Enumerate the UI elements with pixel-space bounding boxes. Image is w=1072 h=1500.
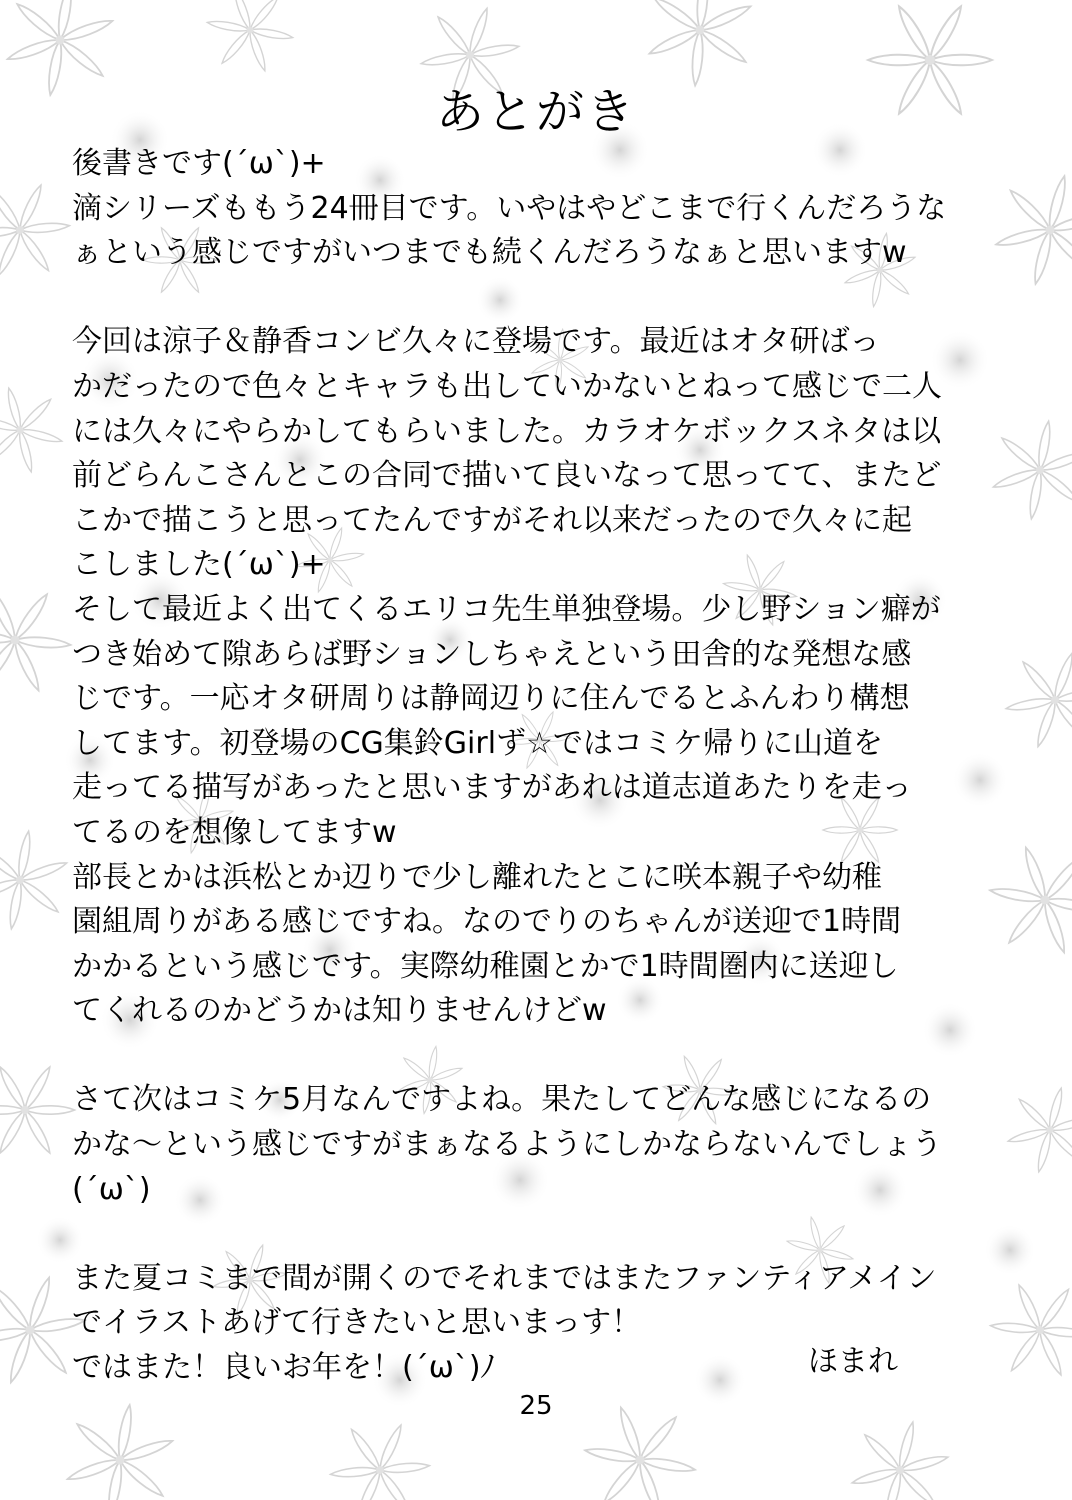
body-line: ぁという感じですがいつまでも続くんだろうなぁと思いますw [72,235,907,271]
body-line: してます。初登場のCG集鈴Girlず☆ではコミケ帰りに山道を [72,725,883,761]
page-title: あとがき [435,84,636,140]
body-line: 前どらんこさんとこの合同で描いて良いなって思ってて、またど [72,458,942,494]
body-line: こしました(´ω`)+ [72,547,326,583]
body-line: てるのを想像してますw [72,814,397,850]
body-line: 滴シリーズももう24冊目です。いやはやどこまで行くんだろうな [72,190,947,226]
body-line: 後書きです(´ω`)+ [72,146,326,181]
body-line: 走ってる描写があったと思いますがあれは道志道あたりを走っ [72,770,912,806]
body-line: じです。一応オタ研周りは静岡辺りに住んでるとふんわり構想 [72,681,910,717]
body-line: 部長とかは浜松とか辺りで少し離れたとこに咲本親子や幼稚 [72,859,882,895]
body-line: また夏コミまで間が開くのでそれまではまたファンティアメイン [72,1260,937,1296]
body-line: つき始めて隙あらば野ションしちゃえという田舎的な発想な感 [72,636,912,672]
body-line: さて次はコミケ5月なんですよね。果たしてどんな感じになるの [72,1082,932,1118]
body-line: てくれるのかどうかは知りませんけどw [72,993,607,1029]
body-line: (´ω`) [72,1171,151,1207]
afterword-body [72,142,1012,1391]
body-line: そして最近よく出てくるエリコ先生単独登場。少し野ション癖が [72,591,941,627]
body-line [72,1034,1012,1079]
body-line: 今回は涼子＆静香コンビ久々に登場です。最近はオタ研ばっ [72,324,880,360]
body-line: ではまた！良いお年を！(´ω`)ﾉ [72,1350,496,1386]
body-line: かだったので色々とキャラも出していかないとねって感じで二人 [72,368,942,404]
body-line: でイラストあげて行きたいと思いまっす！ [72,1305,642,1341]
author-signature: ほまれ [808,1344,898,1379]
body-line [72,276,1012,321]
body-line: には久々にやらかしてもらいました。カラオケボックスネタは以 [72,413,942,449]
body-line: 園組周りがある感じですね。なのでりのちゃんが送迎で1時間 [72,904,902,940]
page-number: 25 [519,1391,553,1421]
body-line [72,1212,1012,1257]
body-line: こかで描こうと思ってたんですがそれ以来だったので久々に起 [72,502,912,538]
body-line: かな～という感じですがまぁなるようにしかならないんでしょう [72,1127,942,1163]
body-line: かかるという感じです。実際幼稚園とかで1時間圏内に送迎し [72,948,899,984]
